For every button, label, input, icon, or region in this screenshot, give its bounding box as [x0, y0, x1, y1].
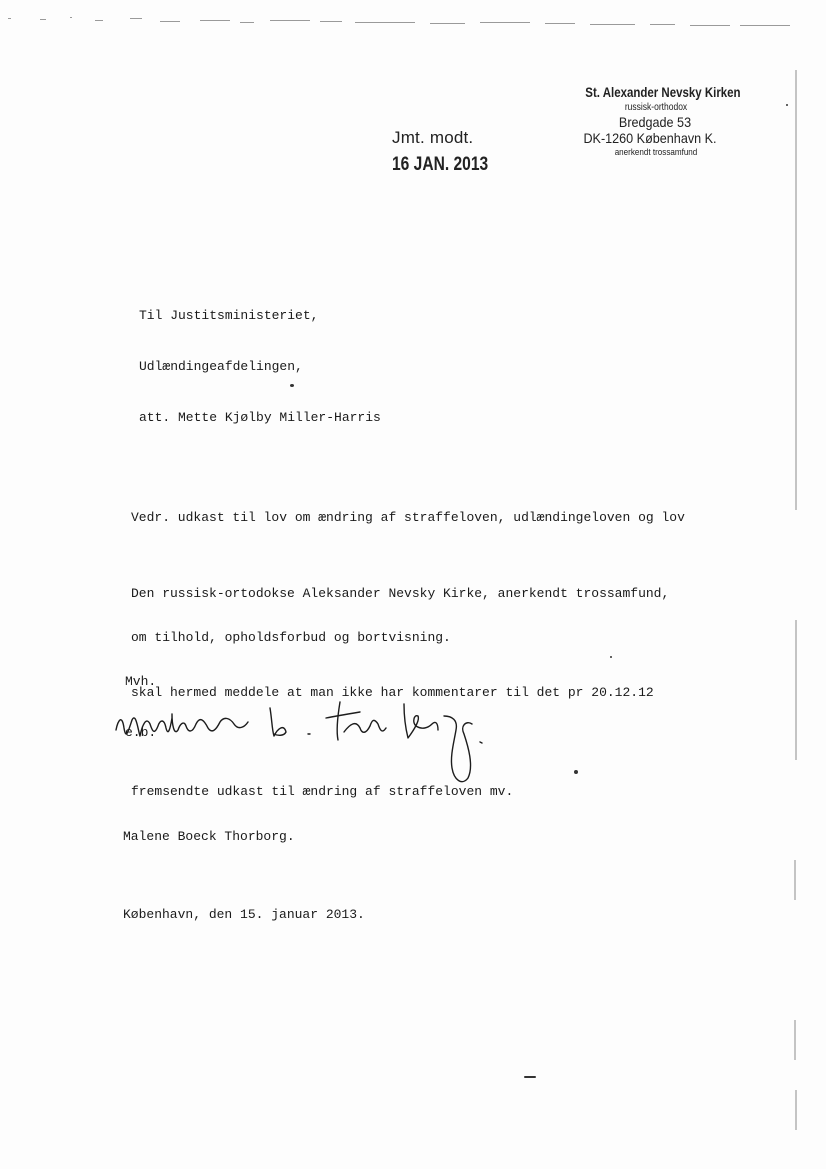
- scan-speck: [786, 104, 788, 106]
- body-line: Den russisk-ortodokse Aleksander Nevsky Kirke, anerkendt trossamfund,: [131, 586, 670, 601]
- scan-speck: [574, 770, 578, 774]
- signer-place-date: København, den 15. januar 2013.: [123, 907, 365, 922]
- subject-line: om tilhold, opholdsforbud og bortvisning.: [131, 630, 451, 645]
- addressee-line: att. Mette Kjølby Miller-Harris: [139, 410, 381, 425]
- signer-name: Malene Boeck Thorborg.: [123, 829, 295, 844]
- signer-block: [123, 772, 365, 980]
- received-date: 16 JAN. 2013: [392, 154, 489, 175]
- scan-speck: [524, 1076, 536, 1078]
- scan-edge-line: [792, 60, 800, 1140]
- letterhead-stamp: [560, 84, 740, 158]
- scan-noise-top: [0, 14, 800, 32]
- closing-line: Mvh.: [125, 674, 157, 689]
- church-status: anerkendt trossamfund: [614, 147, 698, 158]
- scan-speck: [290, 384, 294, 387]
- addressee-line: Udlændingeafdelingen,: [139, 359, 303, 374]
- received-label: Jmt. modt.: [392, 128, 474, 147]
- closing-line: e.b.: [125, 725, 157, 740]
- scan-speck: [610, 656, 612, 658]
- received-stamp: [392, 128, 502, 176]
- body-line: skal hermed meddele at man ikke har kommentarer til det pr 20.12.12: [131, 685, 654, 700]
- church-street: Bredgade 53: [618, 114, 692, 130]
- church-city: DK-1260 København K.: [583, 130, 717, 146]
- subject-line: Vedr. udkast til lov om ændring af straffeloven, udlændingeloven og lov: [131, 510, 685, 525]
- church-name: St. Alexander Nevsky Kirken: [585, 84, 741, 100]
- addressee-line: Til Justitsministeriet,: [139, 308, 319, 323]
- church-denomination: russisk-orthodox: [624, 102, 688, 113]
- body-line: fremsendte udkast til ændring af straffeloven mv.: [131, 784, 514, 799]
